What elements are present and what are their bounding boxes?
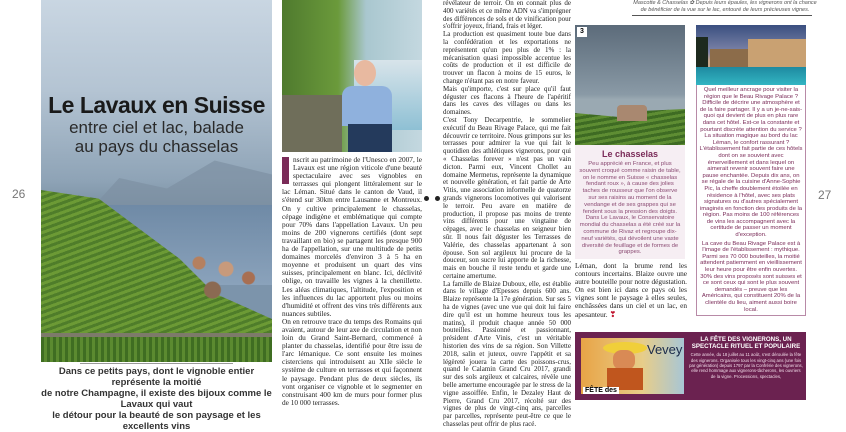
chasselas-box-title: Le chasselas bbox=[601, 149, 659, 159]
headline-title: Le Lavaux en Suisse bbox=[48, 92, 265, 118]
dropcap-bar bbox=[282, 157, 289, 184]
article-paragraph: Mais qu'importe, c'est sur place qu'il faut déguster ces flacons à l'heure de l'apéritif dans les caves des villages ou dans les domaines. bbox=[443, 84, 571, 117]
fete-des-vignerons-box bbox=[575, 332, 806, 400]
caption-line: Mascotte & Chasselas ✿ Depuis leurs épaules, les vignerons ont la chance bbox=[633, 0, 817, 6]
article-paragraph: La production est quasiment toute bue dans la confédération et les exportations ne représentent qu'un peu plus de 1% : la mécanisation quasi impossible accentue les coûts de production et il est difficile de trouver un flacon à moins de 15 euros, le change n'étant pas en notre faveur. bbox=[443, 30, 571, 85]
headline-subtitle-1: entre ciel et lac, balade bbox=[69, 118, 244, 137]
castle bbox=[617, 105, 647, 121]
article-paragraph: La famille de Blaize Duboux, elle, est établie dans le village d'Epesses depuis 600 ans. Blaize représente la 17e génération. Sur ses 5 ha de vignes (avec une vue qui doit lui faire dire qu'il est un homme heureux tous les matins), il produit chaque année 50 000 bouteilles. Passionné et passionnant, président d'Arte Vinis, c'est un véritable historien des vins de sa région. Son Villette 2018, salin et juteux, ouvre l'appétit et sa légèreté jouera la carte des poissons-crus, quand le Calamin Grand Cru 2017, grandi sur des sols argileux et calcaires, révèle une belle amertume encouragée par le stress de la vigne assoiffée. Enfin, le Dezaley Haut de Pierre, Grand Cru 2017, récolté sur des vignes de plus de vingt-cinq ans, parcelles par parcelles, représente peut-être ce que le chasselas peut offrir de plus racé. bbox=[443, 279, 571, 429]
article-column-2 bbox=[443, 0, 571, 429]
article-paragraph: nscrit au patrimoine de l'Unesco en 2007, le Lavaux est une région viticole d'une beauté spectaculaire avec ses vignobles en terrasses qui plongent littéralement sur le lac Léman. Situé dans le canton de Vaud, il s'étend sur 30km entre Lausanne et Montreux. On y cultive principalement le chasselas, cépage indigène et emblématique qui compte pour 70% dans l'appellation Lavaux. Un peu moins de 200 vignerons certifiés (dont sept travaillant en bio) se partagent les presque 900 ha de l'appellation, sur une multitude de petits domaines morcelés d'environ 3 à 5 ha en moyenne et produisent un quart des vins suisses, principalement en blanc. Ici, déclivité oblige, on travaille les vignes à la chenillette. Les aléas climatiques, l'altitude, l'exposition et les influences du lac apportent plus ou moins d'humidité et offrent des vins très différents aux nuances subtiles. bbox=[282, 155, 422, 318]
article-paragraph: révélateur de terroir. On en connait plus de 400 variétés et ce même ADN va s'imprégner des différences de sols et de vinification pour s'offrir joyeux, friand, frais et léger. bbox=[443, 0, 571, 31]
fete-body: Cette année, du 18 juillet au 11 août, s'est déroulée la fête des vignerons. Organisée tous les vingt-cinq ans (une fois par génération) depuis 1797 par la Confrérie des vignerons, elle rend hommage aux vignerons-tâcherons, les ouvriers de la vigne. Processions, spectacles, bbox=[689, 352, 803, 379]
gutter-dots bbox=[424, 196, 442, 202]
headline bbox=[41, 92, 272, 156]
photo-vineyard-lake bbox=[575, 25, 685, 145]
lede-paragraph bbox=[41, 366, 272, 432]
stone-wall bbox=[282, 95, 342, 152]
chasselas-box bbox=[575, 145, 685, 259]
lede-line: de notre Champagne, il existe des bijoux comme le Lavaux qui vaut bbox=[41, 388, 272, 410]
caption-rule bbox=[632, 15, 812, 16]
poster-brand: Vevey bbox=[647, 342, 683, 357]
dot-icon bbox=[424, 196, 429, 201]
hotel-box-text: La cave du Beau Rivage Palace est à l'image de l'établissement : mythique. Parmi ses 70 000 bouteilles, la moitié attendent patiemment en vieillissement leur heure pour être enfin ouvertes. 30% des vins proposés sont suisses et ce sont ceux qui sont le plus souvent demandés – preuve que les Américains, qui constituent 20% de la clientèle du lieu, aiment aussi boire local. bbox=[700, 240, 802, 313]
dot-icon bbox=[435, 196, 440, 201]
hotel-box bbox=[696, 85, 806, 316]
lede-line: Dans ce petits pays, dont le vignoble entier représente la moitié bbox=[58, 366, 255, 388]
trousers bbox=[348, 124, 392, 152]
head bbox=[354, 60, 376, 86]
photo-caption-top bbox=[610, 0, 840, 14]
building bbox=[710, 49, 750, 67]
article-paragraph: C'est Tony Decarpentrie, le sommelier exécutif du Beau Rivage Palace, qui me fait découvrir ce territoire. Nous grimpons sur les terrasses pour admirer la vue qui fait le quotidien des athlétiques vignerons, pour qui « Chasselas forever » n'est pas un vain dicton. Parmi eux, Vincent Chollet au domaine Mermetus, représente la dynamique et nouvelle génération, et fait partie de Arte Vitis, une association informelle de quatorze grands vignerons locomotives qui valorisent le terroir. Peu avare en matière de production, il propose pas moins de trente vins différents pour une vingtaine de cépages, avec le chasselas en seigneur bien sûr. Il nous fait déguster les Terrasses de Valérie, des chasselas appartenant à son épouse. Son sol argileux lui procure de la douceur, son sucre lui apporte de la richesse, mais en bouche il reste tendu et garde une certaine amertume. bbox=[443, 115, 571, 280]
village-houses bbox=[181, 245, 271, 305]
caption-line: de bénéficier de la vue sur le lac, entouré de leurs précieuses vignes. bbox=[640, 7, 810, 13]
vevey-poster bbox=[581, 338, 684, 394]
face bbox=[613, 350, 635, 370]
pool bbox=[696, 67, 806, 85]
article-column-1 bbox=[282, 156, 422, 407]
chasselas-box-text: Peu apprécié en France, et plus souvent croqué comme raisin de table, on le nomme en Suisse « chasselas fendant roux », à cause des jolies taches de rousseur que l'on observe sur ses raisins au moment de la vendange et de ses grappes qui se fendent sous la pression des doigts. Dans Le Lavaux, le Conservatoire mondial du chasselas a été créé sur la commune de Rivaz et regroupe dix-neuf variétés, qui dévoilent une vaste diversité de feuillage et de formes de grappes. bbox=[579, 161, 681, 256]
vine-row bbox=[41, 337, 272, 362]
seated-man bbox=[342, 60, 392, 152]
shirt bbox=[342, 86, 392, 126]
lede-line: le détour pour la beauté de son paysage et les excellents vins bbox=[52, 410, 261, 432]
hotel-box-text: Quel meilleur ancrage pour visiter la région que le Beau Rivage Palace ? Difficile de décrire une atmosphère et de la faire partager. Il y a un je-ne-sais-quoi qui devient de plus en plus rare dans cet hôtel. Est-ce la constante et pourtant discrète attention du service ? La situation magique au bord du lac Léman, le confort rassurant ? L'établissement fait partie de ces hôtels dont on se souvient avec émerveillement et dans lequel on aimerait revenir souvent faire une pause enchantée. Depuis dix ans, on se régale de la cuisine d'Anne-Sophie Pic, la cheffe doublement étoilée en résidence à l'hôtel, avec ses plats signatures ou d'autres spécialement imaginés en fonction des produits de la région. Pas moins de 100 références de vins les accompagnent avec la certitude de passer un moment d'exception. bbox=[699, 87, 803, 239]
headline-subtitle-2: au pays du chasselas bbox=[74, 137, 239, 156]
article-closing bbox=[575, 262, 687, 319]
photo-number: 3 bbox=[577, 27, 587, 37]
hero-photo-lavaux-vineyards bbox=[41, 0, 272, 362]
end-mark-icon: ❣ bbox=[609, 309, 617, 319]
portrait-photo-sommelier bbox=[282, 0, 422, 152]
photo-beau-rivage-palace bbox=[696, 25, 806, 85]
closing-paragraph: Léman, dont la brume rend les contours incertains. Blaize ouvre une autre bouteille pour notre dégustation. On est bien ici dans ce pays où les vignes sont le paysage à elles seules, enchâssées dans un ciel et un lac, en apesanteur. bbox=[575, 261, 687, 319]
fete-title: LA FÊTE DES VIGNERONS, UN SPECTACLE RITUEL ET POPULAIRE bbox=[691, 336, 801, 351]
fete-text bbox=[689, 336, 803, 379]
page-number-right: 27 bbox=[818, 188, 832, 202]
page-number-left: 26 bbox=[12, 187, 26, 201]
hotel-building bbox=[748, 39, 806, 67]
article-paragraph: On en retrouve trace du temps des Romains qui avaient, autour de leur axe de circulation et non loin du Grand Saint-Bernard, commencé à planter du chasselas, identifié pour être issu de l'arc lémanique. Ce sont ensuite les moines cisterciens qui introduisent au XIIe siècle le système de culture en terrasses et qui façonnent le paysage. Pendant plus de deux siècles, ils vont organiser ce vignoble et le segmenter en construisant 400 km de murs pour former plus de 10 000 terrasses. bbox=[282, 316, 422, 407]
poster-label: FÊTE des bbox=[585, 387, 617, 394]
divider-rule bbox=[80, 363, 233, 364]
